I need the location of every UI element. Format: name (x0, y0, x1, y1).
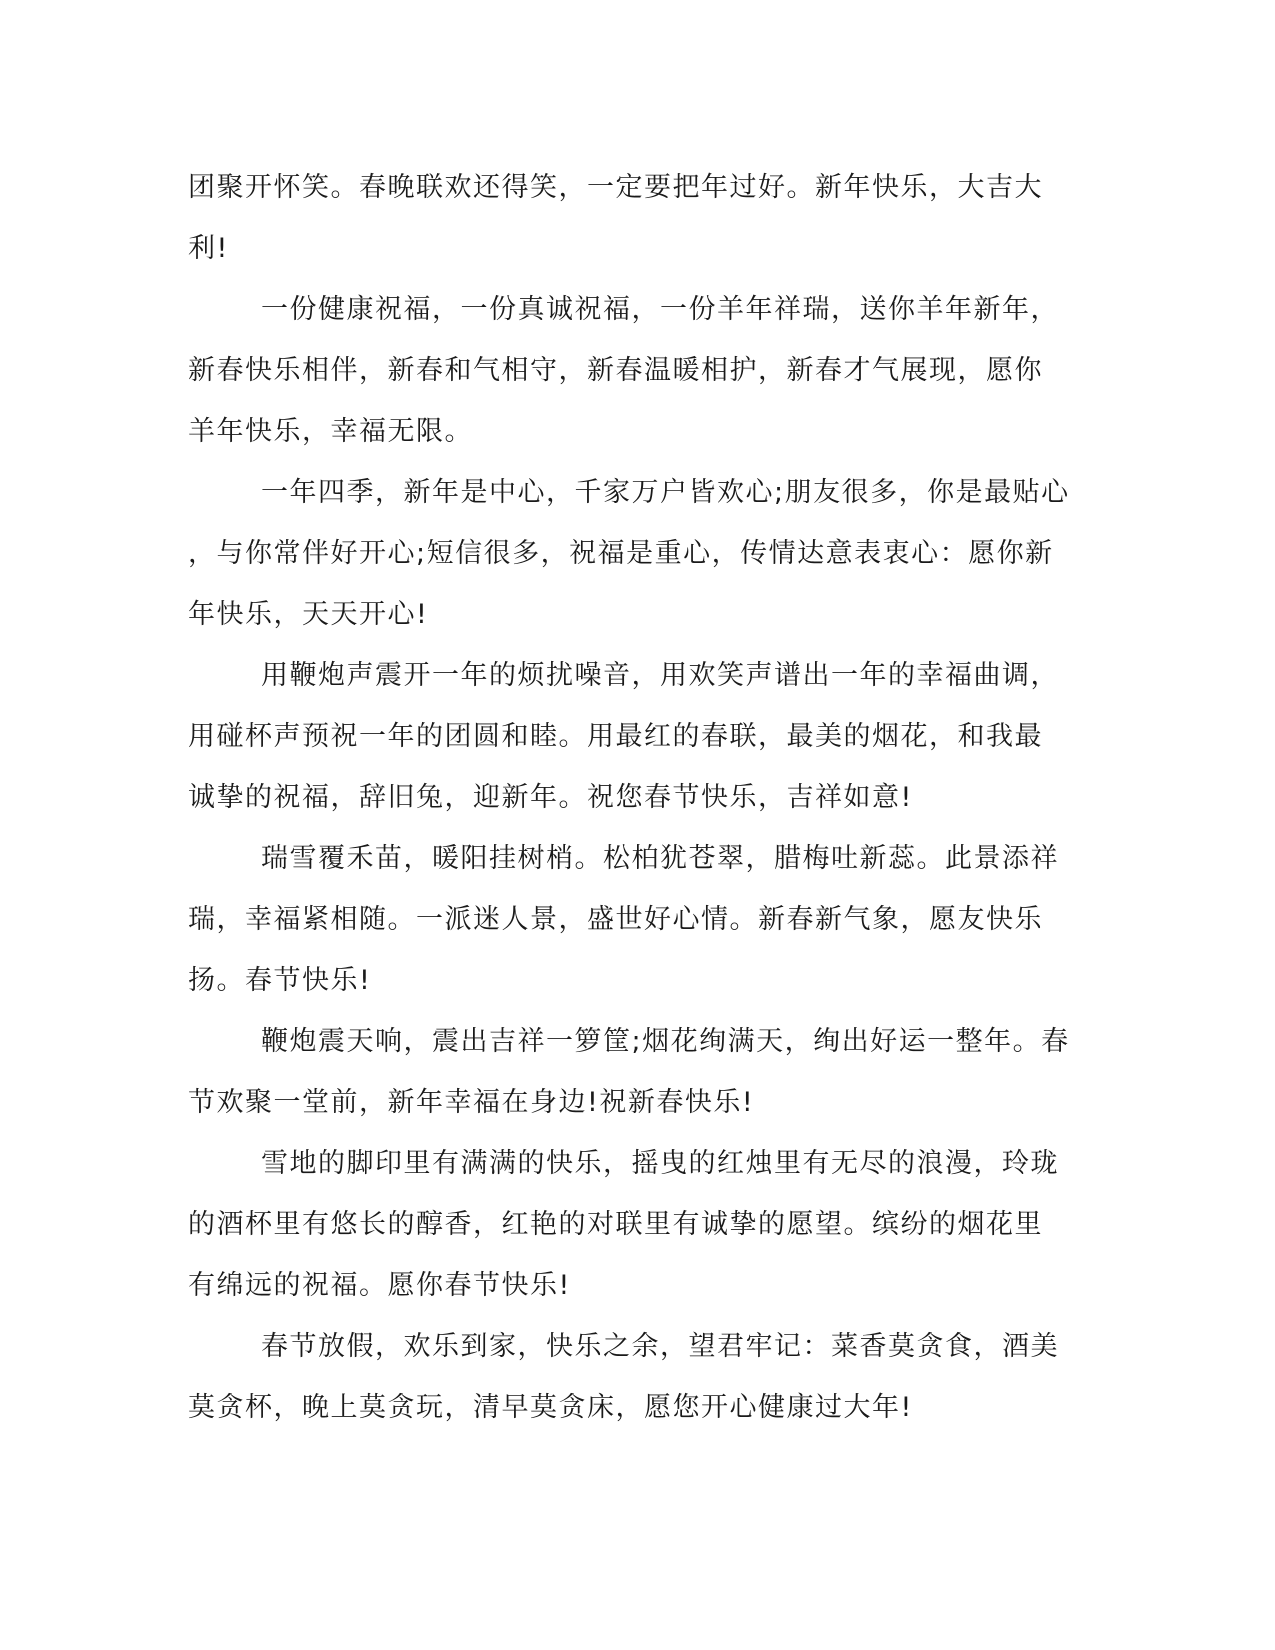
text-line: 羊年快乐，幸福无限。 (188, 416, 473, 447)
paragraph (188, 157, 1088, 279)
text-line: 瑞，幸福紧相随。一派迷人景，盛世好心情。新春新气象，愿友快乐 (188, 904, 1043, 935)
paragraph (188, 1316, 1088, 1438)
text-line: 鞭炮震天响，震出吉祥一箩筐;烟花绚满天，绚出好运一整年。春 (261, 1026, 1070, 1057)
text-line: 用鞭炮声震开一年的烦扰噪音，用欢笑声谱出一年的幸福曲调， (261, 660, 1059, 691)
text-line: 节欢聚一堂前，新年幸福在身边!祝新春快乐! (188, 1087, 755, 1118)
text-line: 瑞雪覆禾苗，暖阳挂树梢。松柏犹苍翠，腊梅吐新蕊。此景添祥 (261, 843, 1059, 874)
text-line: 团聚开怀笑。春晚联欢还得笑，一定要把年过好。新年快乐，大吉大 (188, 172, 1043, 203)
paragraph (188, 1133, 1088, 1316)
paragraph (188, 828, 1088, 1011)
paragraph (188, 462, 1088, 645)
text-line: 年快乐，天天开心! (188, 599, 429, 630)
paragraph (188, 279, 1088, 462)
document-body (188, 157, 1088, 1438)
text-line: ，与你常伴好开心;短信很多，祝福是重心，传情达意表衷心：愿你新 (188, 538, 1054, 569)
text-line: 新春快乐相伴，新春和气相守，新春温暖相护，新春才气展现，愿你 (188, 355, 1043, 386)
paragraph (188, 645, 1088, 828)
text-line: 用碰杯声预祝一年的团圆和睦。用最红的春联，最美的烟花，和我最 (188, 721, 1043, 752)
text-line: 一年四季，新年是中心，千家万户皆欢心;朋友很多，你是最贴心 (261, 477, 1070, 508)
text-line: 诚挚的祝福，辞旧兔，迎新年。祝您春节快乐，吉祥如意! (188, 782, 913, 813)
text-line: 雪地的脚印里有满满的快乐，摇曳的红烛里有无尽的浪漫，玲珑 (261, 1148, 1059, 1179)
text-line: 春节放假，欢乐到家，快乐之余，望君牢记：菜香莫贪食，酒美 (261, 1331, 1059, 1362)
text-line: 的酒杯里有悠长的醇香，红艳的对联里有诚挚的愿望。缤纷的烟花里 (188, 1209, 1043, 1240)
text-line: 莫贪杯，晚上莫贪玩，清早莫贪床，愿您开心健康过大年! (188, 1392, 913, 1423)
text-line: 一份健康祝福，一份真诚祝福，一份羊年祥瑞，送你羊年新年， (261, 294, 1059, 325)
text-line: 扬。春节快乐! (188, 965, 372, 996)
text-line: 有绵远的祝福。愿你春节快乐! (188, 1270, 571, 1301)
paragraph (188, 1011, 1088, 1133)
text-line: 利! (188, 233, 229, 264)
